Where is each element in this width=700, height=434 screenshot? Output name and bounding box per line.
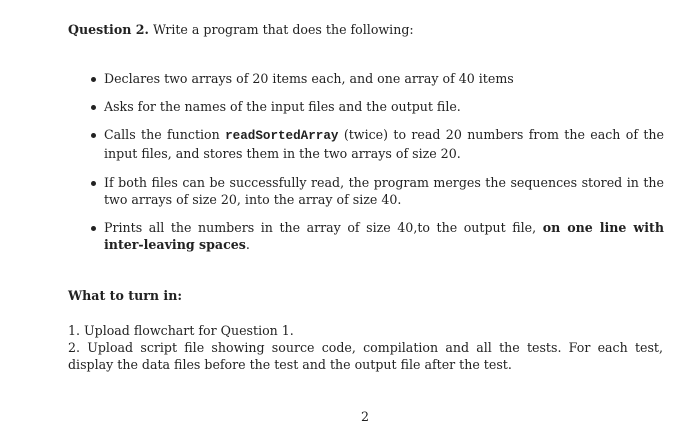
- turn-in-item: 1. Upload flowchart for Question 1.: [68, 323, 294, 338]
- page-number: 2: [361, 409, 370, 424]
- item-text: Calls the function: [104, 127, 226, 142]
- question-text: Write a program that does the following:: [152, 22, 414, 37]
- function-name: readSortedArray: [225, 129, 339, 143]
- item-text: (twice) to read 20 numbers from the each of the input files, and stores them in the two arrays of size 20.: [104, 127, 664, 161]
- turn-in-heading: What to turn in:: [68, 288, 183, 303]
- list-item: [104, 219, 664, 253]
- list-item: Declares two arrays of 20 items each, and one array of 40 items: [104, 71, 514, 86]
- bullet-icon: [91, 105, 96, 110]
- question-heading: [68, 21, 663, 38]
- bullet-icon: [91, 226, 96, 231]
- list-item: Asks for the names of the input files and the output file.: [104, 99, 461, 114]
- list-item: If both files can be successfully read, the program merges the sequences stored in the two arrays of size 20, into the array of size 40.: [104, 175, 664, 207]
- bullet-icon: [91, 77, 96, 82]
- bullet-icon: [91, 181, 96, 186]
- question-label: Question 2.: [68, 22, 149, 37]
- turn-in-item: 2. Upload script file showing source code, compilation and all the tests. For each test, display the data files before the test and the output file after the test.: [68, 340, 663, 372]
- item-bold-text: on one line with inter-leaving spaces: [104, 220, 664, 252]
- bullet-icon: [91, 133, 96, 138]
- item-text: Prints all the numbers in the array of size 40,to the output file,: [104, 220, 543, 235]
- list-item: [104, 126, 664, 162]
- item-text: .: [245, 237, 250, 252]
